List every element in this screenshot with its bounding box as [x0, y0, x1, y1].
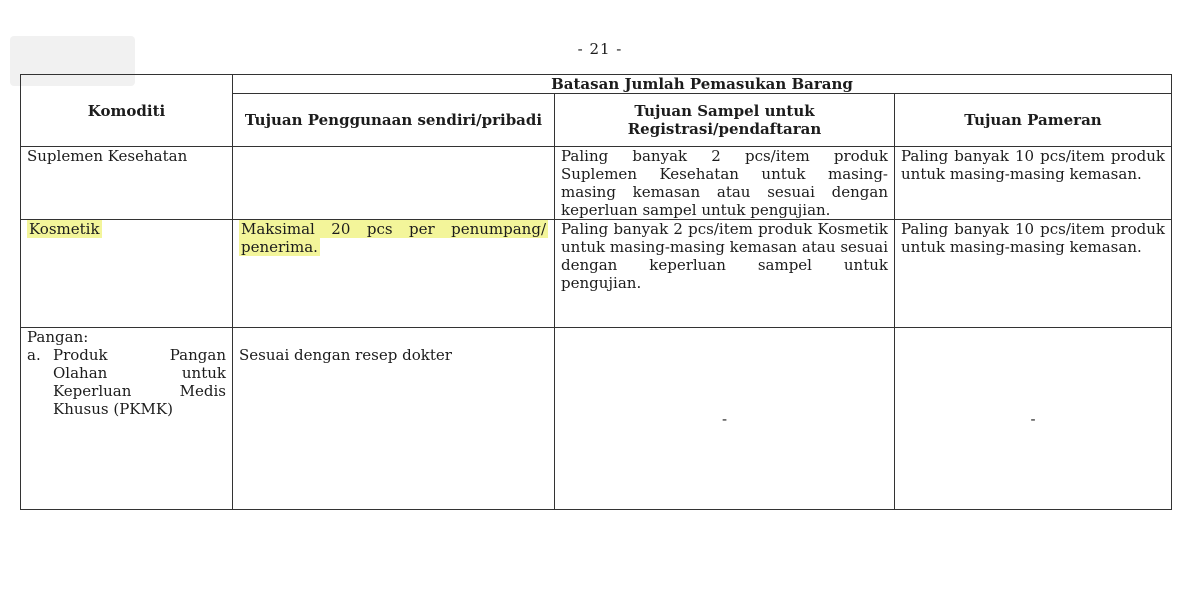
- cell-personal: [233, 220, 555, 328]
- cell-sample: -: [555, 328, 895, 510]
- cell-personal: Sesuai dengan resep dokter: [233, 328, 555, 510]
- header-row-top: [21, 75, 1172, 94]
- header-exhibition: Tujuan Pameran: [895, 94, 1172, 147]
- cell-exhibition: Paling banyak 10 pcs/item produk untuk masing-masing kemasan.: [895, 220, 1172, 328]
- page-number: - 21 -: [577, 40, 623, 58]
- table-row: [21, 220, 1172, 328]
- cell-komoditi: [21, 220, 233, 328]
- commodity-limits-table: [20, 74, 1172, 510]
- header-group: Batasan Jumlah Pemasukan Barang: [233, 75, 1172, 94]
- table-row: [21, 328, 1172, 510]
- list-text: Produk Pangan Olahan untuk Keperluan Medis Khusus (PKMK): [53, 346, 226, 418]
- cell-sample: Paling banyak 2 pcs/item produk Suplemen Kesehatan untuk masing-masing kemasan atau sesuai dengan keperluan sampel untuk pengujian.: [555, 147, 895, 220]
- cell-komoditi: [21, 328, 233, 510]
- cell-komoditi: Suplemen Kesehatan: [21, 147, 233, 220]
- highlighted-text: Maksimal 20 pcs per penumpang/ penerima.: [241, 220, 546, 256]
- header-komoditi: Komoditi: [21, 75, 233, 147]
- table-row: [21, 147, 1172, 220]
- cell-personal: [233, 147, 555, 220]
- highlighted-text: Kosmetik: [29, 220, 100, 238]
- cell-sample: Paling banyak 2 pcs/item produk Kosmetik untuk masing-masing kemasan atau sesuai dengan keperluan sampel untuk pengujian.: [555, 220, 895, 328]
- header-sample-registration: Tujuan Sampel untuk Registrasi/pendaftaran: [555, 94, 895, 147]
- cell-exhibition: Paling banyak 10 pcs/item produk untuk masing-masing kemasan.: [895, 147, 1172, 220]
- list-letter: a.: [27, 346, 41, 364]
- list-item: [27, 346, 226, 418]
- category-label: Pangan:: [27, 328, 89, 346]
- cell-exhibition: -: [895, 328, 1172, 510]
- header-personal-use: Tujuan Penggunaan sendiri/pribadi: [233, 94, 555, 147]
